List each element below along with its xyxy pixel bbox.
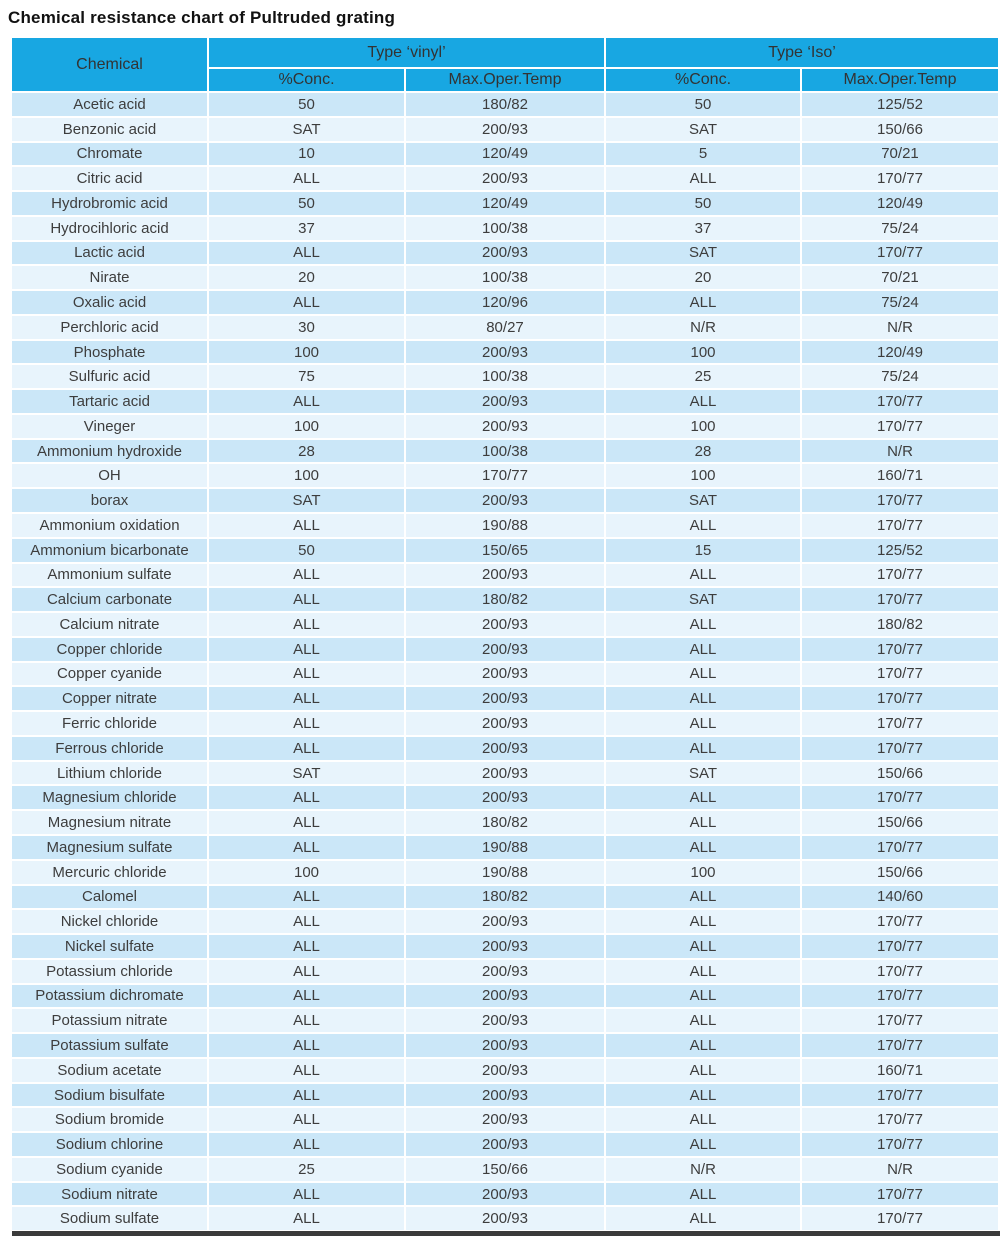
iso-temp-cell: 170/77 [801,934,998,959]
vinyl-temp-cell: 200/93 [405,686,605,711]
vinyl-temp-cell: 200/93 [405,1058,605,1083]
table-row [12,439,998,464]
vinyl-temp-cell: 190/88 [405,835,605,860]
iso-temp-cell: 160/71 [801,463,998,488]
table-row [12,117,998,142]
vinyl-temp-cell: 180/82 [405,885,605,910]
iso-temp-cell: 125/52 [801,538,998,563]
table-row [12,1206,998,1230]
iso-conc-cell: ALL [605,909,801,934]
vinyl-temp-cell: 200/93 [405,637,605,662]
table-row [12,538,998,563]
vinyl-conc-cell: ALL [208,1182,405,1207]
vinyl-temp-cell: 100/38 [405,439,605,464]
iso-temp-cell: N/R [801,439,998,464]
vinyl-temp-cell: 200/93 [405,117,605,142]
iso-conc-cell: ALL [605,711,801,736]
column-header-chemical: Chemical [12,38,208,92]
iso-temp-cell: 170/77 [801,488,998,513]
vinyl-conc-cell: ALL [208,612,405,637]
table-row [12,463,998,488]
iso-temp-cell: 170/77 [801,1033,998,1058]
iso-temp-cell: 150/66 [801,810,998,835]
vinyl-conc-cell: 100 [208,340,405,365]
iso-temp-cell: 120/49 [801,340,998,365]
chemical-name-cell: Ammonium bicarbonate [12,538,208,563]
chemical-name-cell: Citric acid [12,166,208,191]
table-row [12,364,998,389]
iso-conc-cell: ALL [605,1083,801,1108]
table-row [12,290,998,315]
table-row [12,1058,998,1083]
vinyl-conc-cell: ALL [208,835,405,860]
iso-temp-cell: 170/77 [801,1206,998,1230]
chemical-name-cell: borax [12,488,208,513]
chemical-name-cell: Sodium bisulfate [12,1083,208,1108]
vinyl-temp-cell: 150/66 [405,1157,605,1182]
iso-conc-cell: 20 [605,265,801,290]
vinyl-conc-cell: ALL [208,934,405,959]
table-row [12,216,998,241]
chemical-name-cell: Sodium nitrate [12,1182,208,1207]
vinyl-temp-cell: 100/38 [405,216,605,241]
chemical-name-cell: Benzonic acid [12,117,208,142]
table-body [12,92,998,1230]
iso-temp-cell: 140/60 [801,885,998,910]
vinyl-conc-cell: ALL [208,686,405,711]
table-row [12,984,998,1009]
iso-temp-cell: 170/77 [801,909,998,934]
iso-conc-cell: ALL [605,1008,801,1033]
vinyl-conc-cell: ALL [208,984,405,1009]
vinyl-temp-cell: 200/93 [405,241,605,266]
chemical-name-cell: Calcium nitrate [12,612,208,637]
column-group-type-iso: Type ‘Iso’ [605,38,998,68]
vinyl-temp-cell: 200/93 [405,736,605,761]
chemical-name-cell: Potassium sulfate [12,1033,208,1058]
vinyl-temp-cell: 120/96 [405,290,605,315]
vinyl-temp-cell: 200/93 [405,761,605,786]
iso-conc-cell: SAT [605,587,801,612]
vinyl-conc-cell: ALL [208,785,405,810]
iso-conc-cell: SAT [605,117,801,142]
table-row [12,612,998,637]
chemical-name-cell: Potassium dichromate [12,984,208,1009]
table-row [12,959,998,984]
table-row [12,315,998,340]
iso-conc-cell: ALL [605,934,801,959]
table-row [12,389,998,414]
chemical-resistance-table [12,38,998,1230]
vinyl-temp-cell: 200/93 [405,711,605,736]
iso-conc-cell: ALL [605,736,801,761]
chemical-name-cell: Lithium chloride [12,761,208,786]
iso-temp-cell: 70/21 [801,142,998,167]
iso-conc-cell: ALL [605,612,801,637]
vinyl-conc-cell: 100 [208,463,405,488]
chemical-name-cell: Hydrocihloric acid [12,216,208,241]
iso-temp-cell: 170/77 [801,662,998,687]
page-title: Chemical resistance chart of Pultruded grating [8,8,396,27]
vinyl-conc-cell: ALL [208,1083,405,1108]
iso-temp-cell: 170/77 [801,1107,998,1132]
iso-temp-cell: 170/77 [801,513,998,538]
iso-conc-cell: 15 [605,538,801,563]
iso-conc-cell: 5 [605,142,801,167]
iso-temp-cell: 170/77 [801,984,998,1009]
iso-temp-cell: 170/77 [801,736,998,761]
table-row [12,92,998,117]
vinyl-conc-cell: ALL [208,241,405,266]
table-row [12,1107,998,1132]
vinyl-temp-cell: 80/27 [405,315,605,340]
table-row [12,265,998,290]
iso-conc-cell: ALL [605,1182,801,1207]
chemical-name-cell: Sulfuric acid [12,364,208,389]
iso-temp-cell: 170/77 [801,686,998,711]
chemical-name-cell: Oxalic acid [12,290,208,315]
vinyl-conc-cell: 28 [208,439,405,464]
vinyl-temp-cell: 200/93 [405,563,605,588]
iso-temp-cell: 170/77 [801,1182,998,1207]
table-row [12,835,998,860]
vinyl-temp-cell: 200/93 [405,934,605,959]
iso-conc-cell: 50 [605,191,801,216]
iso-temp-cell: 170/77 [801,785,998,810]
chemical-name-cell: Ferrous chloride [12,736,208,761]
vinyl-conc-cell: ALL [208,1008,405,1033]
iso-temp-cell: 70/21 [801,265,998,290]
chemical-name-cell: Hydrobromic acid [12,191,208,216]
vinyl-temp-cell: 200/93 [405,488,605,513]
vinyl-conc-cell: ALL [208,662,405,687]
table-row [12,142,998,167]
column-header-iso-conc: %Conc. [605,68,801,92]
bottom-divider-bar [12,1231,1000,1236]
chemical-name-cell: Sodium cyanide [12,1157,208,1182]
table-row [12,488,998,513]
iso-conc-cell: ALL [605,662,801,687]
table-row [12,711,998,736]
chemical-name-cell: OH [12,463,208,488]
iso-conc-cell: 100 [605,414,801,439]
iso-conc-cell: ALL [605,637,801,662]
iso-temp-cell: 180/82 [801,612,998,637]
chemical-name-cell: Magnesium nitrate [12,810,208,835]
column-group-type-vinyl: Type ‘vinyl’ [208,38,605,68]
vinyl-conc-cell: 37 [208,216,405,241]
vinyl-conc-cell: 100 [208,414,405,439]
iso-conc-cell: ALL [605,885,801,910]
vinyl-temp-cell: 200/93 [405,785,605,810]
iso-temp-cell: 170/77 [801,1008,998,1033]
iso-conc-cell: ALL [605,1058,801,1083]
iso-temp-cell: 170/77 [801,241,998,266]
iso-temp-cell: 150/66 [801,761,998,786]
iso-conc-cell: 100 [605,463,801,488]
vinyl-temp-cell: 200/93 [405,612,605,637]
chemical-name-cell: Chromate [12,142,208,167]
iso-temp-cell: 170/77 [801,637,998,662]
iso-conc-cell: ALL [605,563,801,588]
iso-temp-cell: 75/24 [801,290,998,315]
chemical-name-cell: Ammonium sulfate [12,563,208,588]
table-row [12,810,998,835]
vinyl-temp-cell: 190/88 [405,513,605,538]
iso-conc-cell: ALL [605,166,801,191]
vinyl-conc-cell: ALL [208,909,405,934]
table-row [12,1132,998,1157]
vinyl-temp-cell: 120/49 [405,191,605,216]
iso-conc-cell: ALL [605,1132,801,1157]
vinyl-temp-cell: 120/49 [405,142,605,167]
chemical-name-cell: Ferric chloride [12,711,208,736]
vinyl-conc-cell: 50 [208,92,405,117]
vinyl-temp-cell: 180/82 [405,810,605,835]
iso-conc-cell: ALL [605,513,801,538]
table-row [12,1083,998,1108]
iso-conc-cell: 100 [605,860,801,885]
iso-conc-cell: 100 [605,340,801,365]
table-row [12,1008,998,1033]
vinyl-conc-cell: ALL [208,1058,405,1083]
table-row [12,1033,998,1058]
chemical-name-cell: Nirate [12,265,208,290]
vinyl-temp-cell: 200/93 [405,1206,605,1230]
chemical-name-cell: Ammonium oxidation [12,513,208,538]
iso-conc-cell: ALL [605,1107,801,1132]
vinyl-conc-cell: 20 [208,265,405,290]
vinyl-temp-cell: 200/93 [405,909,605,934]
table-row [12,934,998,959]
vinyl-conc-cell: 50 [208,538,405,563]
column-header-vinyl-conc: %Conc. [208,68,405,92]
iso-temp-cell: 120/49 [801,191,998,216]
table-row [12,662,998,687]
chemical-name-cell: Potassium nitrate [12,1008,208,1033]
chemical-name-cell: Acetic acid [12,92,208,117]
vinyl-conc-cell: ALL [208,711,405,736]
table-row [12,686,998,711]
vinyl-conc-cell: ALL [208,290,405,315]
vinyl-conc-cell: ALL [208,166,405,191]
iso-conc-cell: 28 [605,439,801,464]
chemical-name-cell: Magnesium chloride [12,785,208,810]
iso-temp-cell: 170/77 [801,563,998,588]
iso-temp-cell: 170/77 [801,414,998,439]
vinyl-temp-cell: 200/93 [405,1033,605,1058]
iso-conc-cell: 37 [605,216,801,241]
chemical-name-cell: Copper nitrate [12,686,208,711]
iso-conc-cell: SAT [605,761,801,786]
vinyl-conc-cell: ALL [208,736,405,761]
header-group-row [12,38,998,68]
iso-temp-cell: N/R [801,315,998,340]
vinyl-conc-cell: 75 [208,364,405,389]
chemical-name-cell: Lactic acid [12,241,208,266]
iso-temp-cell: 150/66 [801,117,998,142]
vinyl-temp-cell: 200/93 [405,984,605,1009]
vinyl-conc-cell: 100 [208,860,405,885]
iso-temp-cell: 150/66 [801,860,998,885]
vinyl-conc-cell: ALL [208,1033,405,1058]
vinyl-conc-cell: ALL [208,885,405,910]
table-row [12,736,998,761]
vinyl-temp-cell: 200/93 [405,1083,605,1108]
chemical-name-cell: Sodium chlorine [12,1132,208,1157]
vinyl-temp-cell: 200/93 [405,414,605,439]
table-row [12,513,998,538]
vinyl-conc-cell: ALL [208,1132,405,1157]
iso-conc-cell: ALL [605,290,801,315]
vinyl-temp-cell: 200/93 [405,166,605,191]
vinyl-conc-cell: ALL [208,1206,405,1230]
table-row [12,1157,998,1182]
chemical-name-cell: Tartaric acid [12,389,208,414]
vinyl-conc-cell: 25 [208,1157,405,1182]
vinyl-temp-cell: 190/88 [405,860,605,885]
iso-conc-cell: 25 [605,364,801,389]
vinyl-temp-cell: 100/38 [405,364,605,389]
table-row [12,166,998,191]
iso-conc-cell: ALL [605,984,801,1009]
iso-temp-cell: 170/77 [801,587,998,612]
vinyl-conc-cell: SAT [208,117,405,142]
iso-temp-cell: 170/77 [801,1132,998,1157]
table-row [12,563,998,588]
table-row [12,860,998,885]
iso-conc-cell: N/R [605,315,801,340]
vinyl-temp-cell: 200/93 [405,340,605,365]
table-row [12,637,998,662]
chemical-name-cell: Nickel sulfate [12,934,208,959]
vinyl-temp-cell: 180/82 [405,92,605,117]
vinyl-temp-cell: 200/93 [405,662,605,687]
table-row [12,191,998,216]
iso-conc-cell: N/R [605,1157,801,1182]
iso-temp-cell: 160/71 [801,1058,998,1083]
vinyl-temp-cell: 200/93 [405,1008,605,1033]
vinyl-conc-cell: 50 [208,191,405,216]
table-row [12,885,998,910]
iso-conc-cell: SAT [605,488,801,513]
vinyl-temp-cell: 180/82 [405,587,605,612]
iso-conc-cell: ALL [605,959,801,984]
iso-conc-cell: ALL [605,810,801,835]
vinyl-conc-cell: SAT [208,488,405,513]
iso-temp-cell: 125/52 [801,92,998,117]
table-row [12,909,998,934]
chemical-name-cell: Copper cyanide [12,662,208,687]
table-row [12,414,998,439]
vinyl-temp-cell: 170/77 [405,463,605,488]
iso-temp-cell: 75/24 [801,216,998,241]
iso-temp-cell: 170/77 [801,389,998,414]
iso-temp-cell: 170/77 [801,166,998,191]
chemical-name-cell: Sodium sulfate [12,1206,208,1230]
vinyl-conc-cell: ALL [208,1107,405,1132]
vinyl-conc-cell: 10 [208,142,405,167]
table-header [12,38,998,92]
chemical-name-cell: Copper chloride [12,637,208,662]
chemical-name-cell: Sodium bromide [12,1107,208,1132]
iso-conc-cell: ALL [605,785,801,810]
table-row [12,1182,998,1207]
chemical-name-cell: Magnesium sulfate [12,835,208,860]
vinyl-temp-cell: 200/93 [405,1107,605,1132]
table-row [12,761,998,786]
chemical-name-cell: Potassium chloride [12,959,208,984]
vinyl-conc-cell: ALL [208,389,405,414]
vinyl-conc-cell: ALL [208,637,405,662]
chemical-name-cell: Ammonium hydroxide [12,439,208,464]
vinyl-temp-cell: 100/38 [405,265,605,290]
vinyl-conc-cell: ALL [208,587,405,612]
iso-conc-cell: 50 [605,92,801,117]
iso-temp-cell: 170/77 [801,1083,998,1108]
iso-conc-cell: ALL [605,1033,801,1058]
vinyl-conc-cell: 30 [208,315,405,340]
iso-conc-cell: ALL [605,686,801,711]
iso-conc-cell: ALL [605,389,801,414]
vinyl-conc-cell: ALL [208,810,405,835]
chemical-name-cell: Phosphate [12,340,208,365]
vinyl-temp-cell: 200/93 [405,1182,605,1207]
iso-temp-cell: 170/77 [801,835,998,860]
table-row [12,587,998,612]
chemical-name-cell: Sodium acetate [12,1058,208,1083]
chemical-name-cell: Vineger [12,414,208,439]
iso-temp-cell: 75/24 [801,364,998,389]
iso-conc-cell: ALL [605,835,801,860]
vinyl-conc-cell: SAT [208,761,405,786]
table-row [12,785,998,810]
vinyl-conc-cell: ALL [208,959,405,984]
vinyl-temp-cell: 150/65 [405,538,605,563]
vinyl-conc-cell: ALL [208,563,405,588]
vinyl-temp-cell: 200/93 [405,959,605,984]
table-row [12,340,998,365]
chemical-name-cell: Perchloric acid [12,315,208,340]
iso-temp-cell: 170/77 [801,711,998,736]
vinyl-temp-cell: 200/93 [405,389,605,414]
table-row [12,241,998,266]
vinyl-temp-cell: 200/93 [405,1132,605,1157]
iso-temp-cell: N/R [801,1157,998,1182]
iso-temp-cell: 170/77 [801,959,998,984]
vinyl-conc-cell: ALL [208,513,405,538]
column-header-iso-temp: Max.Oper.Temp [801,68,998,92]
iso-conc-cell: ALL [605,1206,801,1230]
chemical-name-cell: Nickel chloride [12,909,208,934]
chemical-name-cell: Calomel [12,885,208,910]
column-header-vinyl-temp: Max.Oper.Temp [405,68,605,92]
chemical-name-cell: Mercuric chloride [12,860,208,885]
chemical-name-cell: Calcium carbonate [12,587,208,612]
iso-conc-cell: SAT [605,241,801,266]
